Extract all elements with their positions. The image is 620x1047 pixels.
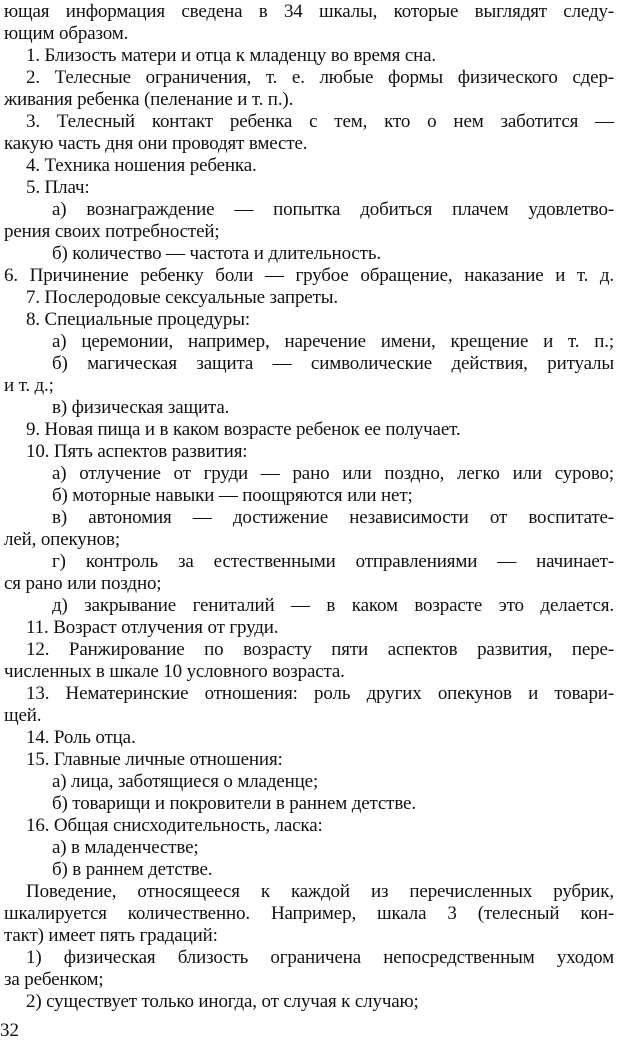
sub-item: в) физическая защита. bbox=[52, 397, 230, 418]
sub-item: б) количество — частота и длительность. bbox=[52, 243, 381, 264]
sub-item: а) вознаграждение — попытка добиться плачем удовлетво- bbox=[52, 199, 614, 220]
list-item: 11. Возраст отлучения от груди. bbox=[26, 617, 279, 638]
list-item: 6. Причинение ребенку боли — грубое обращение, наказание и т. д. bbox=[4, 265, 614, 286]
paragraph-line: Поведение, относящееся к каждой из перечисленных рубрик, bbox=[26, 881, 614, 902]
list-item: 1) физическая близость ограничена непосредственным уходом bbox=[26, 947, 614, 968]
sub-item: б) магическая защита — символические действия, ритуалы bbox=[52, 353, 614, 374]
list-item: 1. Близость матери и отца к младенцу во время сна. bbox=[26, 45, 437, 66]
list-item: 2. Телесные ограничения, т. е. любые формы физического сдер- bbox=[26, 67, 614, 88]
text-line: ся рано или поздно; bbox=[4, 573, 162, 594]
sub-item: а) отлучение от груди — рано или поздно, легко или сурово; bbox=[52, 463, 614, 484]
sub-item: в) автономия — достижение независимости от воспитате- bbox=[52, 507, 614, 528]
list-item: 15. Главные личные отношения: bbox=[26, 749, 283, 770]
text-line: ющим образом. bbox=[4, 23, 129, 44]
text-line: рения своих потребностей; bbox=[4, 221, 220, 242]
list-item: 7. Послеродовые сексуальные запреты. bbox=[26, 287, 338, 308]
text-line: лей, опекунов; bbox=[4, 529, 120, 550]
sub-item: б) в раннем детстве. bbox=[52, 859, 213, 880]
list-item: 10. Пять аспектов развития: bbox=[26, 441, 248, 462]
list-item: 8. Специальные процедуры: bbox=[26, 309, 250, 330]
list-item: 16. Общая снисходительность, ласка: bbox=[26, 815, 323, 836]
text-line: за ребенком; bbox=[4, 969, 104, 990]
list-item: 13. Нематеринские отношения: роль других опекунов и товари- bbox=[26, 683, 614, 704]
sub-item: б) моторные навыки — поощряются или нет; bbox=[52, 485, 413, 506]
sub-item: г) контроль за естественными отправлениями — начинает- bbox=[52, 551, 614, 572]
list-item: 2) существует только иногда, от случая к случаю; bbox=[26, 991, 419, 1012]
text-line: живания ребенка (пеленание и т. п.). bbox=[4, 89, 294, 110]
sub-item: б) товарищи и покровители в раннем детстве. bbox=[52, 793, 416, 814]
list-item: 12. Ранжирование по возрасту пяти аспектов развития, пере- bbox=[26, 639, 614, 660]
text-line: и т. д.; bbox=[4, 375, 54, 396]
paragraph-line: шкалируется количественно. Например, шкала 3 (телесный кон- bbox=[4, 903, 614, 924]
list-item: 3. Телесный контакт ребенка с тем, кто о нем заботится — bbox=[26, 111, 614, 132]
list-item: 5. Плач: bbox=[26, 177, 90, 198]
list-item: 14. Роль отца. bbox=[26, 727, 136, 748]
sub-item: а) лица, заботящиеся о младенце; bbox=[52, 771, 319, 792]
text-line: какую часть дня они проводят вместе. bbox=[4, 133, 308, 154]
list-item: 4. Техника ношения ребенка. bbox=[26, 155, 257, 176]
text-line: ющая информация сведена в 34 шкалы, которые выглядят следу- bbox=[4, 1, 614, 22]
list-item: 9. Новая пища и в каком возрасте ребенок ее получает. bbox=[26, 419, 461, 440]
paragraph-line: такт) имеет пять градаций: bbox=[4, 925, 218, 946]
sub-item: а) в младенчестве; bbox=[52, 837, 199, 858]
text-line: численных в шкале 10 условного возраста. bbox=[4, 661, 345, 682]
page-number: 32 bbox=[0, 1020, 19, 1041]
sub-item: д) закрывание гениталий — в каком возрасте это делается. bbox=[52, 595, 614, 616]
sub-item: а) церемонии, например, наречение имени, крещение и т. п.; bbox=[52, 331, 614, 352]
text-line: щей. bbox=[4, 705, 42, 726]
